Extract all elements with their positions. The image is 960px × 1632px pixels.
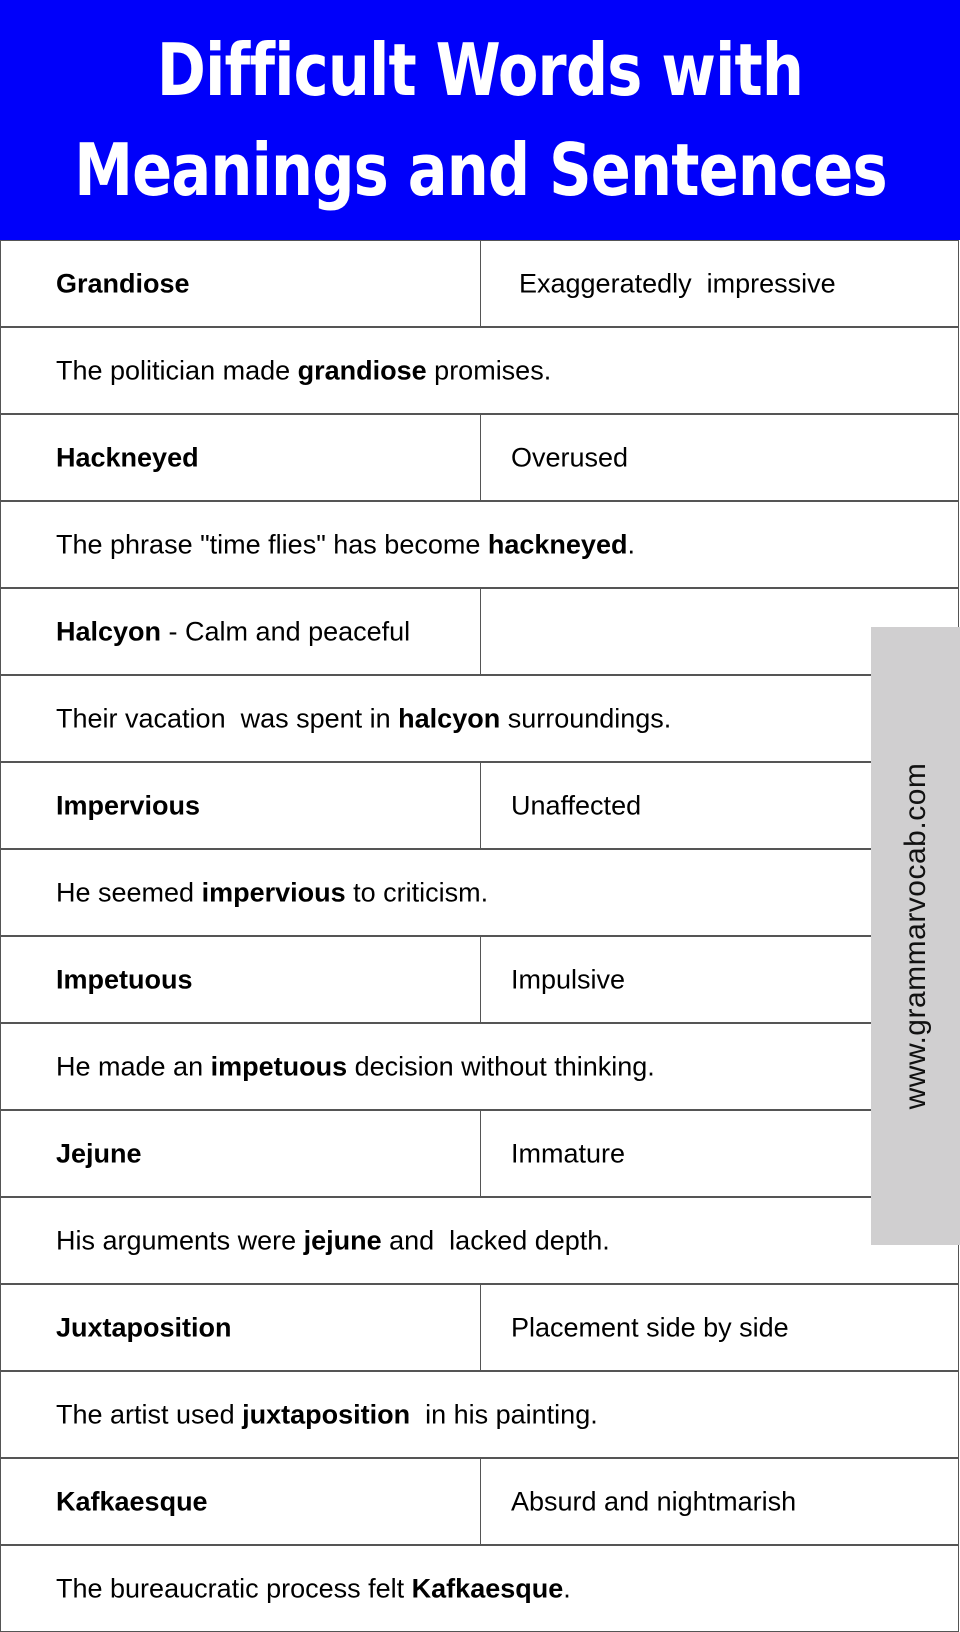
meaning-cell <box>481 241 958 326</box>
word-cell <box>1 415 481 500</box>
sentence-keyword: impervious <box>201 877 346 907</box>
word-meaning: Exaggeratedly impressive <box>519 268 836 298</box>
watermark-url: www.grammarvocab.com <box>898 762 932 1110</box>
sentence-text: to criticism. <box>345 877 489 907</box>
sentence-text: decision without thinking. <box>347 1051 655 1081</box>
sentence-text: . <box>627 529 635 559</box>
sentence-keyword: grandiose <box>297 355 427 385</box>
sentence-text: in his painting. <box>410 1399 598 1429</box>
sentence-keyword: juxtaposition <box>242 1399 411 1429</box>
sentence-text: He seemed <box>56 877 202 907</box>
word-row <box>0 588 959 675</box>
word-cell <box>1 937 481 1022</box>
meaning-cell <box>481 415 958 500</box>
sentence-text: The bureaucratic process felt <box>56 1573 412 1603</box>
word-row <box>0 1110 959 1197</box>
word-row <box>0 1458 959 1545</box>
word-meaning: Overused <box>511 442 629 472</box>
word-cell <box>1 241 481 326</box>
word-term: Grandiose <box>56 268 190 298</box>
example-sentence <box>56 1399 598 1430</box>
word-meaning: Impulsive <box>511 964 626 994</box>
word-meaning: Unaffected <box>511 790 642 820</box>
word-meaning: Immature <box>511 1138 626 1168</box>
word-row <box>0 240 959 327</box>
word-term: Kafkaesque <box>56 1486 208 1516</box>
word-term-bold: Halcyon <box>56 616 162 646</box>
sentence-keyword: halcyon <box>398 703 501 733</box>
sentence-row <box>0 849 959 936</box>
sentence-text: The politician made <box>56 355 298 385</box>
word-row <box>0 1284 959 1371</box>
word-row <box>0 936 959 1023</box>
sentence-keyword: hackneyed <box>487 529 628 559</box>
sentence-text: surroundings. <box>500 703 672 733</box>
example-sentence <box>56 1573 571 1604</box>
word-row <box>0 414 959 501</box>
word-term: Juxtaposition <box>56 1312 232 1342</box>
sentence-keyword: impetuous <box>210 1051 348 1081</box>
sentence-row <box>0 501 959 588</box>
sentence-text: The artist used <box>56 1399 243 1429</box>
sentence-row <box>0 327 959 414</box>
sentence-text: He made an <box>56 1051 211 1081</box>
example-sentence <box>56 1225 610 1256</box>
word-meaning: Placement side by side <box>511 1312 789 1342</box>
website-watermark <box>871 627 960 1245</box>
word-meaning: Absurd and nightmarish <box>511 1486 797 1516</box>
sentence-row <box>0 1197 959 1284</box>
sentence-row <box>0 1023 959 1110</box>
sentence-keyword: Kafkaesque <box>411 1573 564 1603</box>
page-title-line-2: Meanings and Sentences <box>73 128 887 212</box>
sentence-row <box>0 1545 959 1632</box>
word-cell <box>1 589 481 674</box>
word-term: Impervious <box>56 790 201 820</box>
example-sentence <box>56 703 671 734</box>
word-term: Hackneyed <box>56 442 199 472</box>
word-cell <box>1 763 481 848</box>
sentence-text: The phrase "time flies" has become <box>56 529 488 559</box>
meaning-cell <box>481 1285 958 1370</box>
sentence-text: promises. <box>426 355 552 385</box>
word-term <box>56 616 410 647</box>
sentence-row <box>0 1371 959 1458</box>
word-term: Jejune <box>56 1138 142 1168</box>
word-inline-meaning: - Calm and peaceful <box>161 616 411 646</box>
example-sentence <box>56 877 488 908</box>
word-cell <box>1 1459 481 1544</box>
page-header <box>0 0 960 240</box>
example-sentence <box>56 529 635 560</box>
sentence-keyword: jejune <box>303 1225 382 1255</box>
word-term: Impetuous <box>56 964 193 994</box>
word-cell <box>1 1111 481 1196</box>
sentence-text: Their vacation was spent in <box>56 703 399 733</box>
meaning-cell <box>481 1459 958 1544</box>
sentence-text: His arguments were <box>56 1225 304 1255</box>
word-row <box>0 762 959 849</box>
word-cell <box>1 1285 481 1370</box>
sentence-row <box>0 675 959 762</box>
page-title-line-1: Difficult Words with <box>156 28 804 112</box>
sentence-text: . <box>563 1573 571 1603</box>
sentence-text: and lacked depth. <box>381 1225 610 1255</box>
example-sentence <box>56 355 551 386</box>
example-sentence <box>56 1051 655 1082</box>
